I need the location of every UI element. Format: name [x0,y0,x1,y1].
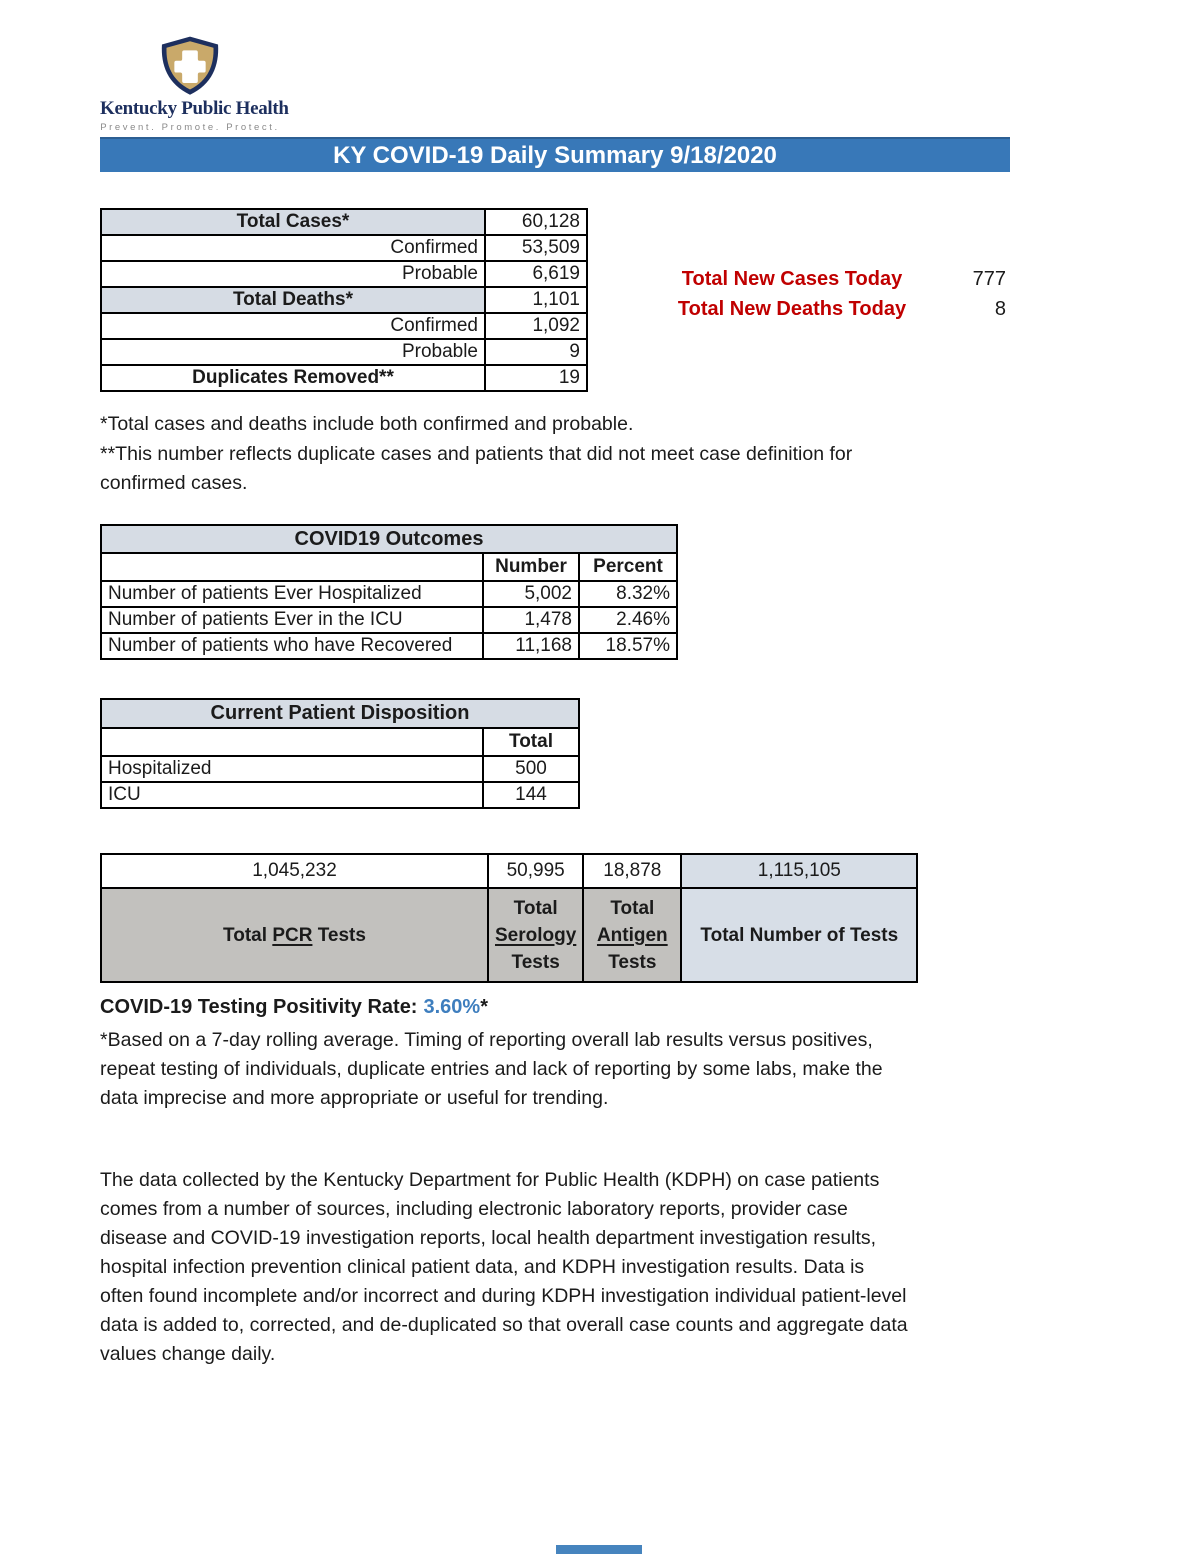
cases-deaths-summary-table [100,208,588,392]
confirmed-deaths-label: Confirmed [101,313,485,339]
pcr-tests-label: Total PCR Tests [101,888,488,982]
table-row [101,633,677,659]
duplicates-removed-label: Duplicates Removed** [101,365,485,391]
logo-tagline: Prevent. Promote. Protect. [100,122,280,133]
report-title-banner: KY COVID-19 Daily Summary 9/18/2020 [100,137,1010,172]
pcr-tests-value: 1,045,232 [101,854,488,888]
total-cases-value: 60,128 [485,209,587,235]
total-deaths-label: Total Deaths* [101,287,485,313]
probable-deaths-value: 9 [485,339,587,365]
recovered-number: 11,168 [483,633,579,659]
data-sources-paragraph: The data collected by the Kentucky Department for Public Health (KDPH) on case patients comes from a number of sources, including electronic laboratory reports, provider case disease and COVID-19 investigation reports, local health department investigation results, hospital infection prevention clinical patient data, and KDPH investigation results. Data is often found incomplete and/or incorrect and during KDPH investigation individual patient-level data is added to, corrected, and de-duplicated so that overall case counts and aggregate data values change daily. [100,1169,908,1365]
positivity-value: 3.60% [423,996,481,1018]
total-cases-label: Total Cases* [101,209,485,235]
next-page-banner-sliver [556,1545,642,1554]
table-row [101,261,587,287]
serology-tests-label: Total Serology Tests [488,888,583,982]
probable-cases-label: Probable [101,261,485,287]
outcomes-number-header: Number [483,553,579,581]
tests-summary-table [100,853,918,983]
total-tests-value: 1,115,105 [681,854,917,888]
new-deaths-label: Total New Deaths Today [677,297,907,320]
icu-value: 144 [483,782,579,808]
logo-org-name: Kentucky Public Health [100,98,289,119]
table-header-row [101,728,579,756]
ever-hospitalized-percent: 8.32% [579,581,677,607]
shield-cross-icon [157,36,223,96]
positivity-label: COVID-19 Testing Positivity Rate: [100,996,418,1018]
table-title-row [101,699,579,728]
outcomes-blank-header [101,553,483,581]
hospitalized-value: 500 [483,756,579,782]
disposition-title: Current Patient Disposition [101,699,579,728]
confirmed-cases-value: 53,509 [485,235,587,261]
probable-cases-value: 6,619 [485,261,587,287]
positivity-asterisk: * [480,996,488,1018]
current-patient-disposition-table [100,698,580,809]
antigen-tests-label: Total Antigen Tests [583,888,681,982]
new-cases-label: Total New Cases Today [681,267,903,290]
recovered-percent: 18.57% [579,633,677,659]
total-deaths-value: 1,101 [485,287,587,313]
recovered-label: Number of patients who have Recovered [101,633,483,659]
icu-label: ICU [101,782,483,808]
ever-hospitalized-label: Number of patients Ever Hospitalized [101,581,483,607]
table-row [101,365,587,391]
new-cases-value: 777 [972,267,1006,290]
confirmed-deaths-value: 1,092 [485,313,587,339]
positivity-rate-line [100,996,488,1019]
new-deaths-value: 8 [994,297,1006,320]
tests-labels-row [101,888,917,982]
new-deaths-row [676,294,1006,324]
confirmed-cases-label: Confirmed [101,235,485,261]
hospitalized-label: Hospitalized [101,756,483,782]
new-cases-row [676,264,1006,294]
table-row [101,581,677,607]
table-row [101,209,587,235]
outcomes-title: COVID19 Outcomes [101,525,677,553]
duplicates-removed-value: 19 [485,365,587,391]
positivity-footnote: *Based on a 7-day rolling average. Timing of reporting overall lab results versus positives, repeat testing of individuals, duplicate entries and lack of reporting by some labs, make the data imprecise and more appropriate or useful for trending. [100,1029,883,1109]
agency-logo [100,36,289,133]
antigen-tests-value: 18,878 [583,854,681,888]
new-today-block [676,264,1006,324]
disposition-total-header: Total [483,728,579,756]
table-row [101,756,579,782]
serology-tests-value: 50,995 [488,854,583,888]
total-tests-label: Total Number of Tests [681,888,917,982]
ever-icu-percent: 2.46% [579,607,677,633]
covid19-outcomes-table [100,524,678,660]
ever-icu-label: Number of patients Ever in the ICU [101,607,483,633]
tests-values-row [101,854,917,888]
table-row [101,235,587,261]
ever-hospitalized-number: 5,002 [483,581,579,607]
table-row [101,607,677,633]
table-row [101,313,587,339]
table-header-row [101,553,677,581]
footnote-duplicates: **This number reflects duplicate cases and patients that did not meet case definition for confirmed cases. [100,443,853,494]
outcomes-percent-header: Percent [579,553,677,581]
ever-icu-number: 1,478 [483,607,579,633]
footnote-total: *Total cases and deaths include both confirmed and probable. [100,413,634,435]
table-row [101,782,579,808]
probable-deaths-label: Probable [101,339,485,365]
disposition-blank-header [101,728,483,756]
table-row [101,339,587,365]
table-row [101,287,587,313]
table-title-row [101,525,677,553]
